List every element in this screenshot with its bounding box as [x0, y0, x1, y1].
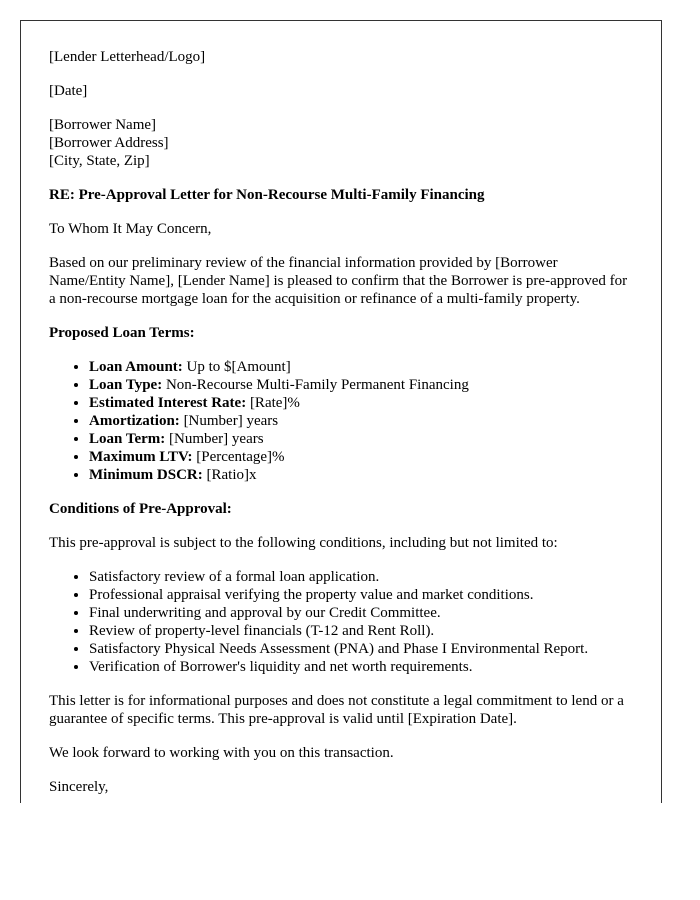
conditions-intro: This pre-approval is subject to the following conditions, including but not limited to:: [49, 535, 558, 551]
term-label: Loan Term:: [89, 431, 166, 447]
term-item-loan-term: [89, 430, 629, 448]
term-label: Maximum LTV:: [89, 449, 193, 465]
condition-item: • Review of property-level financials (T-12 and Rent Roll).: [89, 622, 629, 640]
recipient-address-block: [49, 116, 629, 170]
signoff: Sincerely,: [49, 779, 109, 795]
term-item-interest-rate: [89, 394, 629, 412]
term-label: Loan Amount:: [89, 359, 183, 375]
term-value: [Rate]%: [246, 395, 300, 411]
letter-content: [49, 48, 629, 803]
term-value: [Number] years: [179, 413, 279, 429]
term-value: [Number] years: [165, 431, 264, 447]
letter-page: [20, 20, 662, 803]
term-item-loan-amount: [89, 358, 629, 376]
condition-item: • Verification of Borrower's liquidity and net worth requirements.: [89, 658, 629, 676]
letter-date: [Date]: [49, 83, 88, 99]
condition-item: • Satisfactory Physical Needs Assessment (PNA) and Phase I Environmental Report.: [89, 640, 629, 658]
term-label: Estimated Interest Rate:: [89, 395, 247, 411]
subject-line: RE: Pre-Approval Letter for Non-Recourse Multi-Family Financing: [49, 187, 485, 203]
closing-line: We look forward to working with you on this transaction.: [49, 745, 394, 761]
intro-paragraph: Based on our preliminary review of the financial information provided by [Borrower Name/Entity Name], [Lender Name] is pleased to confirm that the Borrower is pre-approved for a non-recourse mortgage loan for the acquisition or refinance of a multi-family property.: [49, 255, 628, 307]
conditions-list: [49, 568, 629, 676]
term-value: [Percentage]%: [192, 449, 285, 465]
terms-heading: Proposed Loan Terms:: [49, 325, 195, 341]
term-label: Loan Type:: [89, 377, 163, 393]
term-label: Minimum DSCR:: [89, 467, 203, 483]
recipient-address: [Borrower Address]: [49, 135, 169, 151]
term-item-amortization: [89, 412, 629, 430]
term-value: Up to $[Amount]: [182, 359, 291, 375]
recipient-name: [Borrower Name]: [49, 117, 157, 133]
terms-list: [49, 358, 629, 484]
term-label: Amortization:: [89, 413, 180, 429]
recipient-city-state-zip: [City, State, Zip]: [49, 153, 150, 169]
salutation: To Whom It May Concern,: [49, 221, 212, 237]
term-item-min-dscr: [89, 466, 629, 484]
disclaimer-paragraph: This letter is for informational purposes and does not constitute a legal commitment to lend or a guarantee of specific terms. This pre-approval is valid until [Expiration Date].: [49, 693, 624, 727]
term-value: [Ratio]x: [202, 467, 257, 483]
letterhead: [Lender Letterhead/Logo]: [49, 49, 206, 65]
condition-item: • Satisfactory review of a formal loan application.: [89, 568, 629, 586]
conditions-heading: Conditions of Pre-Approval:: [49, 501, 232, 517]
condition-item: • Professional appraisal verifying the property value and market conditions.: [89, 586, 629, 604]
condition-item: • Final underwriting and approval by our Credit Committee.: [89, 604, 629, 622]
term-item-max-ltv: [89, 448, 629, 466]
term-value: Non-Recourse Multi-Family Permanent Financing: [162, 377, 469, 393]
term-item-loan-type: [89, 376, 629, 394]
